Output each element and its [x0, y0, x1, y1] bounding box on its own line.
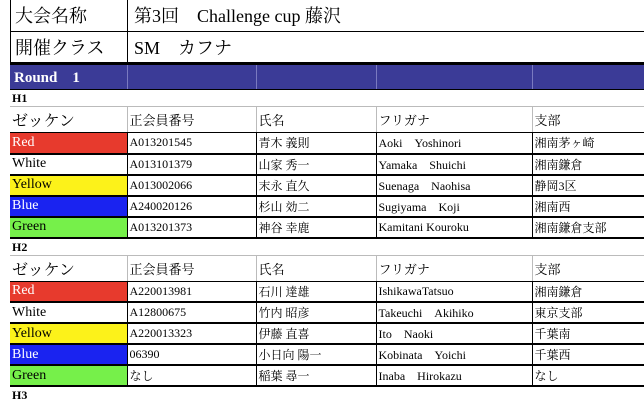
- entry-row: [10, 302, 644, 323]
- furigana-cell: Yamaka Shuichi: [376, 154, 532, 175]
- furigana-cell: Ito Naoki: [376, 323, 532, 344]
- round-band: [10, 63, 644, 91]
- column-header: フリガナ: [376, 255, 532, 281]
- event-name-value: 第3回 Challenge cup 藤沢: [128, 0, 644, 31]
- furigana-cell: Sugiyama Koji: [376, 196, 532, 217]
- bib-cell: Yellow: [10, 175, 127, 196]
- event-name-label: 大会名称: [11, 0, 128, 31]
- member-number-cell: A220013323: [127, 323, 256, 344]
- round-band-cell: [256, 64, 376, 90]
- name-cell: 小日向 陽一: [256, 344, 376, 365]
- column-header: ゼッケン: [10, 107, 127, 133]
- event-class-label: 開催クラス: [11, 31, 128, 62]
- round-band-cell: [532, 64, 644, 90]
- round-band-cell: [127, 64, 256, 90]
- member-number-cell: A013002066: [127, 175, 256, 196]
- name-cell: 青木 義則: [256, 133, 376, 154]
- heat-label: H2: [12, 239, 28, 254]
- name-cell: 竹内 昭彦: [256, 302, 376, 323]
- name-cell: 杉山 効二: [256, 196, 376, 217]
- event-class-row: [11, 31, 644, 62]
- entry-row: [10, 196, 644, 217]
- branch-cell: 湘南鎌倉: [532, 154, 644, 175]
- column-header: 氏名: [256, 255, 376, 281]
- name-cell: 伊藤 直喜: [256, 323, 376, 344]
- member-number-cell: A013201373: [127, 217, 256, 238]
- bib-cell: Red: [10, 281, 127, 302]
- furigana-cell: Kamitani Kouroku: [376, 217, 532, 238]
- branch-cell: 湘南鎌倉支部: [532, 217, 644, 238]
- branch-cell: 千葉南: [532, 323, 644, 344]
- heat-table: [10, 255, 644, 388]
- column-header: 正会員番号: [127, 107, 256, 133]
- column-header: フリガナ: [376, 107, 532, 133]
- heat-table: [10, 106, 644, 239]
- name-cell: 末永 直久: [256, 175, 376, 196]
- member-number-cell: A240020126: [127, 196, 256, 217]
- name-cell: 石川 達雄: [256, 281, 376, 302]
- furigana-cell: Inaba Hirokazu: [376, 365, 532, 386]
- entry-row: [10, 133, 644, 154]
- bib-cell: White: [10, 154, 127, 175]
- name-cell: 山家 秀一: [256, 154, 376, 175]
- furigana-cell: Suenaga Naohisa: [376, 175, 532, 196]
- member-number-cell: A220013981: [127, 281, 256, 302]
- entry-row: [10, 281, 644, 302]
- bib-cell: Yellow: [10, 323, 127, 344]
- furigana-cell: IshikawaTatsuo: [376, 281, 532, 302]
- bib-cell: White: [10, 302, 127, 323]
- name-cell: 神谷 幸鹿: [256, 217, 376, 238]
- entry-row: [10, 154, 644, 175]
- heat-header-row: [10, 255, 644, 281]
- column-header: ゼッケン: [10, 255, 127, 281]
- bib-cell: Blue: [10, 344, 127, 365]
- column-header: 支部: [532, 255, 644, 281]
- bib-cell: Red: [10, 133, 127, 154]
- furigana-cell: Kobinata Yoichi: [376, 344, 532, 365]
- event-info-table: [10, 0, 644, 63]
- heat-label: H1: [12, 91, 28, 105]
- member-number-cell: A013101379: [127, 154, 256, 175]
- entry-row: [10, 344, 644, 365]
- entry-sheet: [10, 0, 644, 403]
- column-header: 正会員番号: [127, 255, 256, 281]
- member-number-cell: 06390: [127, 344, 256, 365]
- event-class-value: SM カフナ: [128, 31, 644, 62]
- bib-cell: Green: [10, 365, 127, 386]
- entry-row: [10, 175, 644, 196]
- member-number-cell: A013201545: [127, 133, 256, 154]
- branch-cell: 湘南鎌倉: [532, 281, 644, 302]
- entry-row: [10, 365, 644, 386]
- bib-cell: Green: [10, 217, 127, 238]
- branch-cell: 湘南茅ヶ崎: [532, 133, 644, 154]
- furigana-cell: Takeuchi Akihiko: [376, 302, 532, 323]
- member-number-cell: なし: [127, 365, 256, 386]
- heats-container: [10, 90, 644, 403]
- branch-cell: なし: [532, 365, 644, 386]
- event-name-row: [11, 0, 644, 31]
- branch-cell: 東京支部: [532, 302, 644, 323]
- round-label: Round 1: [10, 64, 127, 90]
- column-header: 氏名: [256, 107, 376, 133]
- round-band-cell: [376, 64, 532, 90]
- furigana-cell: Aoki Yoshinori: [376, 133, 532, 154]
- branch-cell: 千葉西: [532, 344, 644, 365]
- heat-label: H3: [12, 388, 28, 402]
- branch-cell: 湘南西: [532, 196, 644, 217]
- member-number-cell: A12800675: [127, 302, 256, 323]
- entry-row: [10, 323, 644, 344]
- branch-cell: 静岡3区: [532, 175, 644, 196]
- column-header: 支部: [532, 107, 644, 133]
- entry-row: [10, 217, 644, 238]
- name-cell: 稲葉 尋一: [256, 365, 376, 386]
- heat-header-row: [10, 107, 644, 133]
- bib-cell: Blue: [10, 196, 127, 217]
